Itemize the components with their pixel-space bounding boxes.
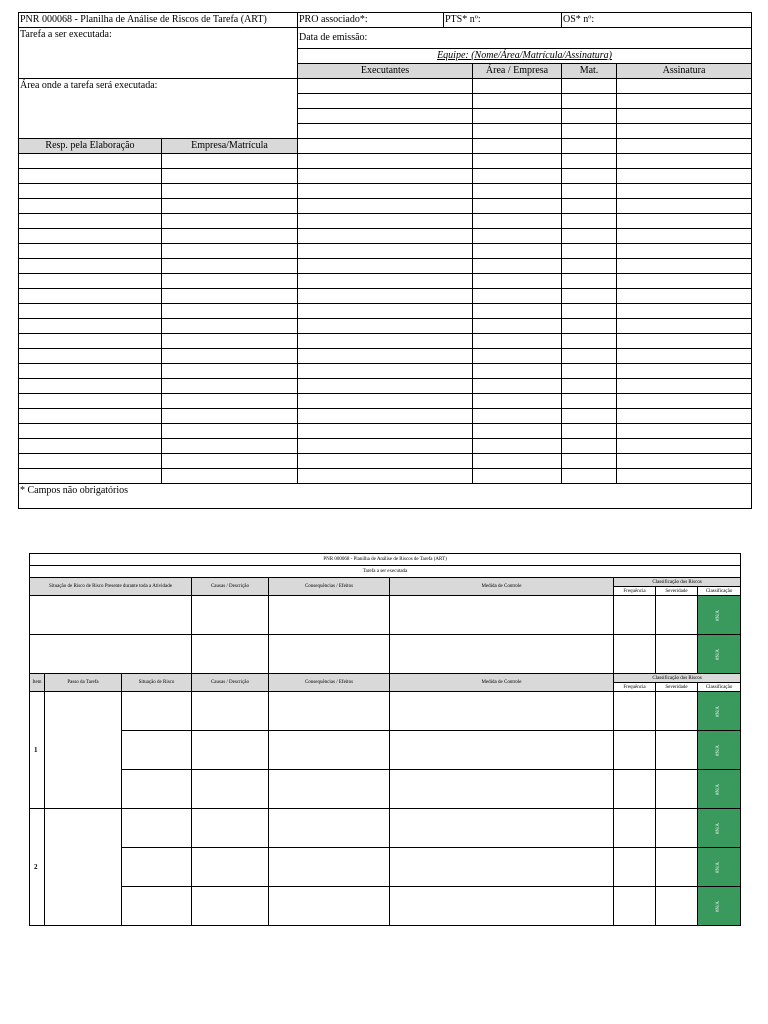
- form-cell[interactable]: [473, 409, 562, 424]
- form-cell[interactable]: [473, 274, 562, 289]
- form-cell[interactable]: [162, 259, 298, 274]
- team-cell[interactable]: [298, 124, 473, 139]
- frequency-cell[interactable]: [614, 809, 656, 848]
- pts-number-field[interactable]: [444, 13, 562, 28]
- team-cell[interactable]: [617, 94, 752, 109]
- form-cell[interactable]: [298, 184, 473, 199]
- item-number: 1: [30, 692, 45, 809]
- form-cell[interactable]: [562, 184, 617, 199]
- team-cell[interactable]: [562, 124, 617, 139]
- form-cell[interactable]: [162, 469, 298, 484]
- form-cell[interactable]: [473, 469, 562, 484]
- issue-date-field[interactable]: Data de emissão:: [298, 28, 752, 49]
- form-cell[interactable]: [473, 289, 562, 304]
- form-cell[interactable]: [617, 379, 752, 394]
- blank-row: [19, 319, 752, 334]
- work-area-field[interactable]: Área onde a tarefa será executada:: [19, 79, 298, 139]
- general-control-cell[interactable]: [390, 596, 614, 635]
- form-cell[interactable]: [562, 439, 617, 454]
- form-cell[interactable]: [162, 424, 298, 439]
- frequency-cell[interactable]: [614, 848, 656, 887]
- general-control-cell[interactable]: [390, 635, 614, 674]
- blank-row: [19, 289, 752, 304]
- form-cell[interactable]: [19, 439, 162, 454]
- risk-situation-header: Situação de Risco: [122, 674, 192, 692]
- form-cell[interactable]: [617, 319, 752, 334]
- risk-form-title: PNR 000068 - Planilha de Análise de Riscos de Tarefa (ART): [30, 554, 741, 566]
- causes-header: Causas / Descrição: [192, 674, 269, 692]
- resp-elaboration-header: Resp. pela Elaboração: [19, 139, 162, 154]
- form-cell[interactable]: [19, 214, 162, 229]
- form-cell[interactable]: [562, 199, 617, 214]
- form-cell[interactable]: [162, 394, 298, 409]
- blank-row: [19, 439, 752, 454]
- classification-header: Classificação: [698, 683, 741, 692]
- general-severity-header: Severidade: [656, 587, 698, 596]
- form-cell[interactable]: [298, 259, 473, 274]
- team-cell[interactable]: [298, 94, 473, 109]
- form-cell[interactable]: [298, 409, 473, 424]
- form-cell[interactable]: [562, 289, 617, 304]
- blank-row: [19, 169, 752, 184]
- causes-cell[interactable]: [192, 692, 269, 731]
- blank-row: [19, 454, 752, 469]
- form-cell[interactable]: [19, 274, 162, 289]
- pts-label: PTS* nº:: [445, 14, 481, 25]
- team-cell[interactable]: [298, 139, 473, 154]
- form-cell[interactable]: [19, 184, 162, 199]
- form-cell[interactable]: [298, 334, 473, 349]
- form-cell[interactable]: [19, 334, 162, 349]
- form-cell[interactable]: [473, 349, 562, 364]
- frequency-cell[interactable]: [614, 692, 656, 731]
- form-cell[interactable]: [562, 469, 617, 484]
- general-situation-cell[interactable]: [30, 596, 192, 635]
- form-cell[interactable]: [617, 154, 752, 169]
- form-cell[interactable]: [473, 154, 562, 169]
- control-cell[interactable]: [390, 848, 614, 887]
- form-cell[interactable]: [473, 334, 562, 349]
- causes-cell[interactable]: [192, 731, 269, 770]
- consequences-cell[interactable]: [269, 692, 390, 731]
- form-cell[interactable]: [298, 439, 473, 454]
- classification-cell: [698, 731, 741, 770]
- form-cell[interactable]: [562, 379, 617, 394]
- form-cell[interactable]: [562, 424, 617, 439]
- severity-cell[interactable]: [656, 692, 698, 731]
- general-severity-cell[interactable]: [656, 596, 698, 635]
- form-cell[interactable]: [298, 454, 473, 469]
- step-rows: [30, 692, 741, 926]
- general-consequences-cell[interactable]: [269, 596, 390, 635]
- control-cell[interactable]: [390, 731, 614, 770]
- risk-situation-cell[interactable]: [122, 770, 192, 809]
- form-cell[interactable]: [162, 289, 298, 304]
- general-frequency-cell[interactable]: [614, 596, 656, 635]
- form-cell[interactable]: [473, 214, 562, 229]
- form-cell[interactable]: [162, 454, 298, 469]
- form-cell[interactable]: [162, 169, 298, 184]
- form-cell[interactable]: [19, 409, 162, 424]
- general-classification-header: Classificação: [698, 587, 741, 596]
- general-causes-cell[interactable]: [192, 596, 269, 635]
- form-cell[interactable]: [473, 439, 562, 454]
- team-cell[interactable]: [562, 139, 617, 154]
- consequences-header: Consequências / Efeitos: [269, 674, 390, 692]
- form-cell[interactable]: [617, 289, 752, 304]
- form-cell[interactable]: [473, 379, 562, 394]
- consequences-cell[interactable]: [269, 848, 390, 887]
- form-cell[interactable]: [162, 439, 298, 454]
- severity-cell[interactable]: [656, 809, 698, 848]
- form-cell[interactable]: [162, 154, 298, 169]
- risk-situation-cell[interactable]: [122, 848, 192, 887]
- severity-cell[interactable]: [656, 770, 698, 809]
- general-situation-cell[interactable]: [30, 635, 192, 674]
- signature-header: Assinatura: [617, 64, 752, 79]
- form-cell[interactable]: [562, 409, 617, 424]
- form-cell[interactable]: [298, 214, 473, 229]
- form-cell[interactable]: [473, 424, 562, 439]
- form-cell[interactable]: [162, 229, 298, 244]
- team-cell[interactable]: [473, 124, 562, 139]
- control-cell[interactable]: [390, 770, 614, 809]
- risk-form-task: Tarefa a ser executada: [30, 566, 741, 578]
- classification-cell: [698, 887, 741, 926]
- form-cell[interactable]: [298, 424, 473, 439]
- form-cell[interactable]: [473, 454, 562, 469]
- severity-header: Severidade: [656, 683, 698, 692]
- task-step-cell[interactable]: [45, 809, 122, 926]
- team-cell[interactable]: [473, 109, 562, 124]
- form-cell[interactable]: [19, 289, 162, 304]
- form-cell[interactable]: [617, 244, 752, 259]
- blank-row: [19, 469, 752, 484]
- form-cell[interactable]: [473, 304, 562, 319]
- form-cell[interactable]: [19, 154, 162, 169]
- severity-cell[interactable]: [656, 731, 698, 770]
- form-cell[interactable]: [562, 154, 617, 169]
- team-cell[interactable]: [298, 79, 473, 94]
- form-cell[interactable]: [473, 364, 562, 379]
- classification-value: #N/A: [716, 822, 722, 834]
- risk-situation-cell[interactable]: [122, 809, 192, 848]
- classification-value: #N/A: [716, 900, 722, 912]
- form-cell[interactable]: [298, 379, 473, 394]
- form-cell[interactable]: [562, 229, 617, 244]
- form-cell[interactable]: [562, 454, 617, 469]
- general-causes-cell[interactable]: [192, 635, 269, 674]
- form-cell[interactable]: [19, 424, 162, 439]
- form-cell[interactable]: [19, 199, 162, 214]
- blank-row: [19, 349, 752, 364]
- frequency-cell[interactable]: [614, 770, 656, 809]
- form-cell[interactable]: [473, 229, 562, 244]
- classification-value: #N/A: [716, 783, 722, 795]
- form-cell[interactable]: [617, 274, 752, 289]
- form-cell[interactable]: [162, 214, 298, 229]
- risk-situation-cell[interactable]: [122, 731, 192, 770]
- task-step-header: Passo da Tarefa: [45, 674, 122, 692]
- general-consequences-header: Consequências / Efeitos: [269, 578, 390, 596]
- control-cell[interactable]: [390, 887, 614, 926]
- form-cell[interactable]: [19, 364, 162, 379]
- team-cell[interactable]: [562, 79, 617, 94]
- blank-row: [19, 379, 752, 394]
- general-severity-cell[interactable]: [656, 635, 698, 674]
- blank-row: [19, 244, 752, 259]
- classification-group: Classificação dos Riscos: [614, 674, 741, 683]
- consequences-cell[interactable]: [269, 887, 390, 926]
- form-cell[interactable]: [19, 394, 162, 409]
- general-classification-cell: #N/A: [698, 635, 741, 674]
- classification-value: #N/A: [716, 744, 722, 756]
- step-row: [30, 848, 741, 887]
- severity-cell[interactable]: [656, 848, 698, 887]
- blank-row: [19, 274, 752, 289]
- form-cell[interactable]: [19, 349, 162, 364]
- os-number-field[interactable]: OS* nº:: [562, 13, 752, 28]
- form-cell[interactable]: [562, 394, 617, 409]
- form-cell[interactable]: [617, 259, 752, 274]
- blank-row: [19, 409, 752, 424]
- team-cell[interactable]: [617, 109, 752, 124]
- blank-row: [19, 394, 752, 409]
- form-cell[interactable]: [162, 364, 298, 379]
- form-cell[interactable]: [162, 409, 298, 424]
- form-cell[interactable]: [617, 349, 752, 364]
- form-cell[interactable]: [617, 214, 752, 229]
- form-cell[interactable]: [562, 319, 617, 334]
- severity-cell[interactable]: [656, 887, 698, 926]
- form-cell[interactable]: [617, 439, 752, 454]
- blank-row: [19, 259, 752, 274]
- control-header: Medida de Controle: [390, 674, 614, 692]
- form-cell[interactable]: [473, 319, 562, 334]
- form-cell[interactable]: [19, 454, 162, 469]
- form-cell[interactable]: [162, 334, 298, 349]
- risk-situation-cell[interactable]: [122, 692, 192, 731]
- form-cell[interactable]: [617, 199, 752, 214]
- team-cell[interactable]: [617, 79, 752, 94]
- form-cell[interactable]: [617, 424, 752, 439]
- form-cell[interactable]: [473, 199, 562, 214]
- form-cell[interactable]: [298, 394, 473, 409]
- general-consequences-cell[interactable]: [269, 635, 390, 674]
- team-cell[interactable]: [562, 109, 617, 124]
- form-cell[interactable]: [162, 319, 298, 334]
- form-cell[interactable]: [19, 229, 162, 244]
- form-cell[interactable]: [19, 244, 162, 259]
- general-situation-header: Situação de Risco de Risco Presente durante toda a Atividade: [30, 578, 192, 596]
- causes-cell[interactable]: [192, 848, 269, 887]
- risk-situation-cell[interactable]: [122, 887, 192, 926]
- form-cell[interactable]: [562, 214, 617, 229]
- team-cell[interactable]: [298, 109, 473, 124]
- general-causes-header: Causas / Descrição: [192, 578, 269, 596]
- registration-header: Mat.: [562, 64, 617, 79]
- form-cell[interactable]: [19, 259, 162, 274]
- form-cell[interactable]: [617, 469, 752, 484]
- form-cell[interactable]: [562, 244, 617, 259]
- frequency-header: Frequência: [614, 683, 656, 692]
- consequences-cell[interactable]: [269, 731, 390, 770]
- causes-cell[interactable]: [192, 770, 269, 809]
- form-cell[interactable]: [162, 379, 298, 394]
- blank-rows: [19, 154, 752, 484]
- form-cell[interactable]: [19, 304, 162, 319]
- form-cell[interactable]: [617, 304, 752, 319]
- form-cell[interactable]: [562, 349, 617, 364]
- form-cell[interactable]: [562, 169, 617, 184]
- form-cell[interactable]: [617, 364, 752, 379]
- form-cell[interactable]: [473, 394, 562, 409]
- classification-cell: [698, 848, 741, 887]
- classification-cell: [698, 770, 741, 809]
- form-cell[interactable]: [298, 349, 473, 364]
- frequency-cell[interactable]: [614, 887, 656, 926]
- form-title: PNR 000068 - Planilha de Análise de Riscos de Tarefa (ART): [19, 13, 298, 28]
- form-cell[interactable]: [562, 259, 617, 274]
- form-cell[interactable]: [162, 244, 298, 259]
- blank-row: [19, 229, 752, 244]
- classification-value: #N/A: [716, 705, 722, 717]
- item-header: Item: [30, 674, 45, 692]
- consequences-cell[interactable]: [269, 809, 390, 848]
- form-cell[interactable]: [617, 229, 752, 244]
- company-registration-header: Empresa/Matrícula: [162, 139, 298, 154]
- blank-row: [19, 154, 752, 169]
- form-cell[interactable]: [473, 244, 562, 259]
- form-cell[interactable]: [298, 154, 473, 169]
- blank-row: [19, 304, 752, 319]
- control-cell[interactable]: [390, 809, 614, 848]
- form-cell[interactable]: [298, 469, 473, 484]
- form-cell[interactable]: [298, 244, 473, 259]
- form-cell[interactable]: [617, 454, 752, 469]
- form-cell[interactable]: [298, 304, 473, 319]
- form-cell[interactable]: [298, 364, 473, 379]
- step-row: [30, 809, 741, 848]
- form-cell[interactable]: [298, 199, 473, 214]
- form-cell[interactable]: [19, 319, 162, 334]
- step-row: [30, 770, 741, 809]
- classification-value: #N/A: [716, 861, 722, 873]
- form-cell[interactable]: [162, 199, 298, 214]
- team-cell[interactable]: [562, 94, 617, 109]
- form-cell[interactable]: [162, 274, 298, 289]
- team-cell[interactable]: [617, 139, 752, 154]
- pro-associated-field[interactable]: PRO associado*:: [298, 13, 444, 28]
- blank-row: [19, 334, 752, 349]
- form-cell[interactable]: [473, 169, 562, 184]
- footnote: * Campos não obrigatórios: [19, 484, 752, 509]
- form-cell[interactable]: [562, 274, 617, 289]
- form-cell[interactable]: [617, 184, 752, 199]
- consequences-cell[interactable]: [269, 770, 390, 809]
- general-control-header: Medida de Controle: [390, 578, 614, 596]
- step-row: [30, 887, 741, 926]
- executants-header: Executantes: [298, 64, 473, 79]
- risk-analysis-form: [29, 553, 741, 926]
- form-cell[interactable]: [19, 469, 162, 484]
- team-heading: Equipe: (Nome/Área/Matrícula/Assinatura): [298, 49, 752, 64]
- blank-row: [19, 184, 752, 199]
- team-cell[interactable]: [473, 79, 562, 94]
- form-cell[interactable]: [617, 394, 752, 409]
- form-cell[interactable]: [298, 169, 473, 184]
- form-cell[interactable]: [19, 379, 162, 394]
- step-row: [30, 731, 741, 770]
- causes-cell[interactable]: [192, 809, 269, 848]
- form-cell[interactable]: [562, 334, 617, 349]
- task-field[interactable]: Tarefa a ser executada:: [19, 28, 298, 79]
- form-cell[interactable]: [617, 409, 752, 424]
- form-cell[interactable]: [473, 259, 562, 274]
- general-frequency-header: Frequência: [614, 587, 656, 596]
- form-cell[interactable]: [562, 364, 617, 379]
- form-cell[interactable]: [162, 304, 298, 319]
- blank-row: [19, 424, 752, 439]
- team-cell[interactable]: [617, 124, 752, 139]
- blank-row: [19, 364, 752, 379]
- control-cell[interactable]: [390, 692, 614, 731]
- art-header-form: [18, 12, 752, 509]
- form-cell[interactable]: [162, 184, 298, 199]
- task-step-cell[interactable]: [45, 692, 122, 809]
- general-frequency-cell[interactable]: [614, 635, 656, 674]
- form-cell[interactable]: [298, 289, 473, 304]
- form-cell[interactable]: [473, 184, 562, 199]
- form-cell[interactable]: [298, 319, 473, 334]
- form-cell[interactable]: [298, 274, 473, 289]
- item-number: 2: [30, 809, 45, 926]
- team-cell[interactable]: [473, 139, 562, 154]
- form-cell[interactable]: [617, 169, 752, 184]
- general-classification-cell: #N/A: [698, 596, 741, 635]
- general-classification-group: Classificação dos Riscos: [614, 578, 741, 587]
- team-cell[interactable]: [473, 94, 562, 109]
- form-cell[interactable]: [19, 169, 162, 184]
- form-cell[interactable]: [617, 334, 752, 349]
- form-cell[interactable]: [562, 304, 617, 319]
- form-cell[interactable]: [298, 229, 473, 244]
- classification-cell: [698, 692, 741, 731]
- frequency-cell[interactable]: [614, 731, 656, 770]
- area-company-header: Área / Empresa: [473, 64, 562, 79]
- form-cell[interactable]: [162, 349, 298, 364]
- blank-row: [19, 199, 752, 214]
- blank-row: [19, 214, 752, 229]
- causes-cell[interactable]: [192, 887, 269, 926]
- classification-cell: [698, 809, 741, 848]
- step-row: [30, 692, 741, 731]
